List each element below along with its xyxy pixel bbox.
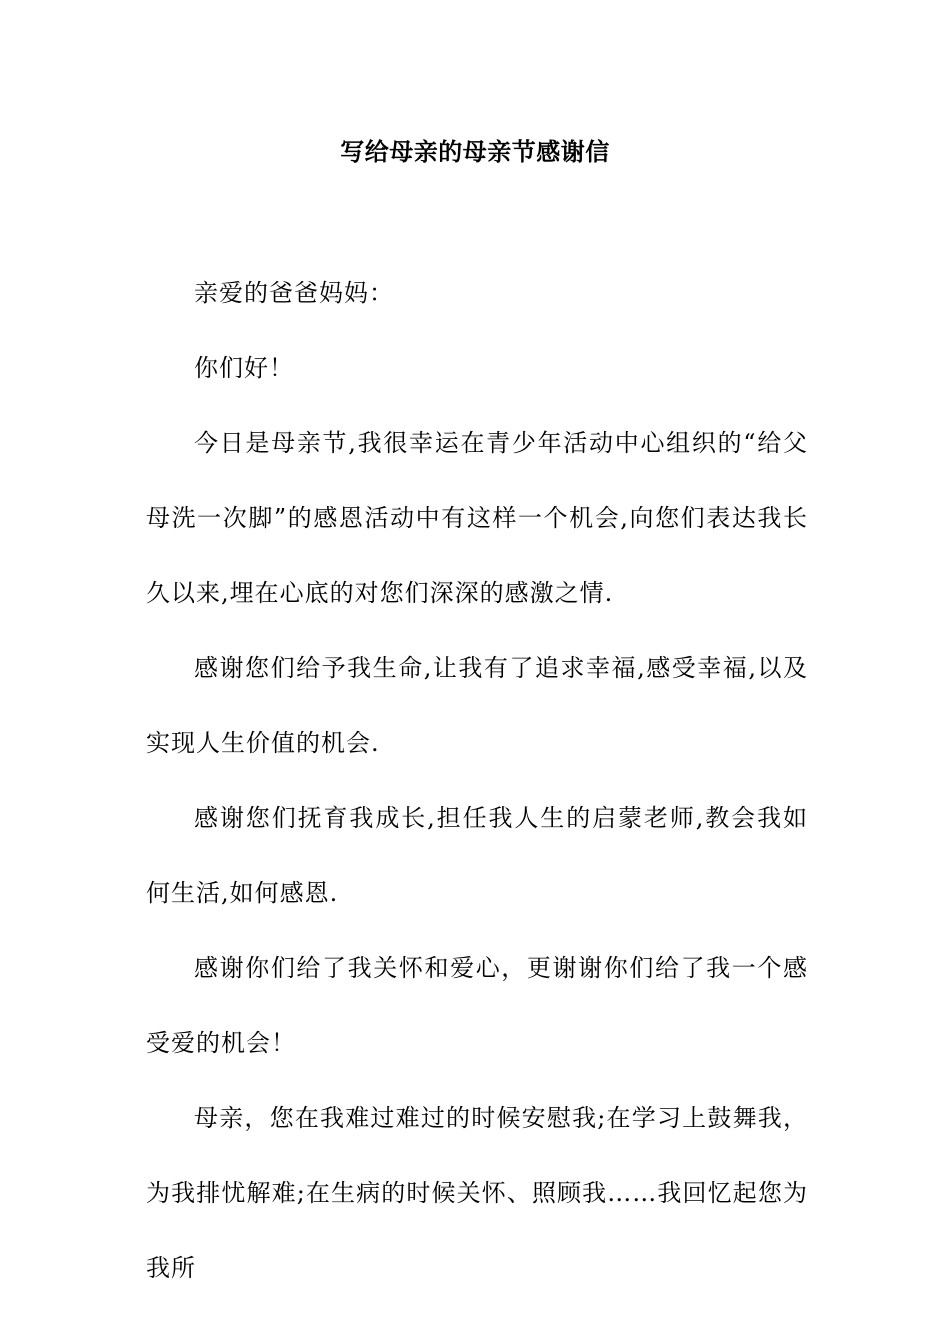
paragraph: 今日是母亲节,我很幸运在青少年活动中心组织的“给父母洗一次脚”的感恩活动中有这样一个机会,向您们表达我长久以来,埋在心底的对您们深深的感激之情. — [146, 429, 808, 607]
greeting: 你们好！ — [194, 354, 294, 382]
document-title: 写给母亲的母亲节感谢信 — [340, 137, 610, 166]
paragraph: 感谢您们给予我生命,让我有了追求幸福,感受幸福,以及实现人生价值的机会. — [146, 654, 808, 757]
paragraph: 感谢你们给了我关怀和爱心，更谢谢你们给了我一个感受爱的机会！ — [146, 954, 808, 1057]
paragraph: 母亲，您在我难过难过的时候安慰我;在学习上鼓舞我，为我排忧解难;在生病的时候关怀、照顾我……我回忆起您为我所 — [146, 1104, 808, 1282]
salutation: 亲爱的爸爸妈妈： — [194, 279, 394, 307]
paragraph: 感谢您们抚育我成长,担任我人生的启蒙老师,教会我如何生活,如何感恩. — [146, 804, 808, 907]
letter-body — [146, 256, 808, 1306]
